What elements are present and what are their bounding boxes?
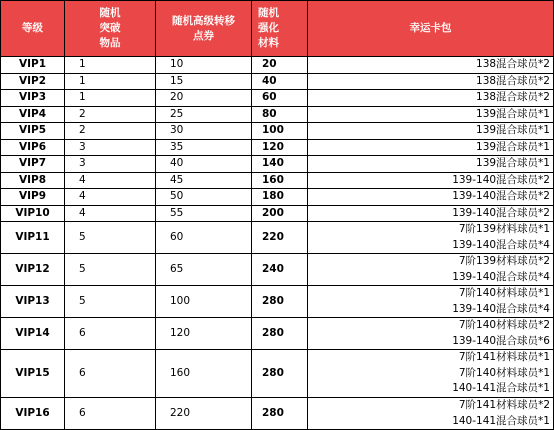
cell-material: 20 xyxy=(252,57,308,74)
cell-material: 40 xyxy=(252,73,308,90)
cell-level: VIP8 xyxy=(1,172,65,189)
cell-level: VIP3 xyxy=(1,90,65,107)
cell-breakthrough: 4 xyxy=(65,205,156,222)
cell-level: VIP2 xyxy=(1,73,65,90)
pack-line: 140-141混合球员*1 xyxy=(452,382,550,395)
cell-level: VIP6 xyxy=(1,139,65,156)
cell-pack xyxy=(308,350,554,398)
cell-material: 280 xyxy=(252,318,308,350)
table-row xyxy=(1,398,554,430)
header-coupon xyxy=(156,1,252,57)
cell-pack xyxy=(308,222,554,254)
cell-coupon: 25 xyxy=(156,106,252,123)
pack-line: 138混合球员*2 xyxy=(476,74,550,87)
cell-pack xyxy=(308,139,554,156)
table-row xyxy=(1,57,554,74)
cell-material: 120 xyxy=(252,139,308,156)
cell-pack xyxy=(308,318,554,350)
pack-line: 138混合球员*2 xyxy=(476,58,550,70)
cell-level: VIP5 xyxy=(1,123,65,140)
table-header xyxy=(1,1,554,57)
table-row xyxy=(1,318,554,350)
cell-material: 280 xyxy=(252,398,308,430)
table-row xyxy=(1,156,554,173)
pack-line: 138混合球员*2 xyxy=(476,91,550,103)
cell-breakthrough: 1 xyxy=(65,90,156,107)
header-coupon-line: 随机高级转移 xyxy=(172,14,235,27)
cell-coupon: 30 xyxy=(156,123,252,140)
cell-material: 280 xyxy=(252,350,308,398)
cell-pack xyxy=(308,123,554,140)
cell-pack xyxy=(308,57,554,74)
cell-level: VIP13 xyxy=(1,286,65,318)
pack-line: 139-140混合球员*2 xyxy=(452,173,550,186)
cell-pack xyxy=(308,156,554,173)
pack-line: 139-140混合球员*4 xyxy=(452,270,550,283)
cell-breakthrough: 1 xyxy=(65,73,156,90)
cell-level: VIP16 xyxy=(1,398,65,430)
cell-coupon: 65 xyxy=(156,254,252,286)
table-row xyxy=(1,123,554,140)
cell-breakthrough: 4 xyxy=(65,172,156,189)
table-row xyxy=(1,350,554,398)
cell-coupon: 100 xyxy=(156,286,252,318)
pack-line: 7阶139材料球员*1 xyxy=(458,223,550,235)
pack-line: 7阶141材料球员*1 xyxy=(458,351,550,364)
cell-material: 280 xyxy=(252,286,308,318)
cell-coupon: 15 xyxy=(156,73,252,90)
cell-breakthrough: 5 xyxy=(65,286,156,318)
cell-material: 80 xyxy=(252,106,308,123)
cell-coupon: 60 xyxy=(156,222,252,254)
cell-level: VIP12 xyxy=(1,254,65,286)
table-body xyxy=(1,57,554,430)
header-level: 等级 xyxy=(1,1,65,57)
cell-coupon: 55 xyxy=(156,205,252,222)
cell-breakthrough: 6 xyxy=(65,318,156,350)
header-breakthrough-line: 随机 xyxy=(99,7,121,19)
table-row xyxy=(1,189,554,206)
cell-level: VIP7 xyxy=(1,156,65,173)
cell-pack xyxy=(308,205,554,222)
pack-line: 139-140混合球员*4 xyxy=(452,238,550,251)
pack-line: 7阶139材料球员*2 xyxy=(458,255,550,267)
table-row xyxy=(1,172,554,189)
pack-line: 139混合球员*1 xyxy=(476,124,550,136)
table-row xyxy=(1,286,554,318)
cell-breakthrough: 2 xyxy=(65,123,156,140)
header-material-line: 随机 xyxy=(258,7,279,19)
cell-breakthrough: 3 xyxy=(65,156,156,173)
pack-line: 139-140混合球员*2 xyxy=(452,206,550,219)
cell-breakthrough: 6 xyxy=(65,398,156,430)
cell-pack xyxy=(308,286,554,318)
pack-line: 139-140混合球员*2 xyxy=(452,190,550,202)
table-row xyxy=(1,106,554,123)
table-row xyxy=(1,139,554,156)
pack-line: 139混合球员*1 xyxy=(476,157,550,169)
cell-breakthrough: 5 xyxy=(65,254,156,286)
cell-coupon: 120 xyxy=(156,318,252,350)
table-row xyxy=(1,73,554,90)
cell-level: VIP1 xyxy=(1,57,65,74)
cell-pack xyxy=(308,73,554,90)
header-material xyxy=(252,1,308,57)
pack-line: 139-140混合球员*6 xyxy=(452,334,550,347)
cell-coupon: 160 xyxy=(156,350,252,398)
cell-coupon: 40 xyxy=(156,156,252,173)
cell-level: VIP10 xyxy=(1,205,65,222)
cell-coupon: 220 xyxy=(156,398,252,430)
cell-coupon: 50 xyxy=(156,189,252,206)
pack-line: 139混合球员*1 xyxy=(476,107,550,120)
table-row xyxy=(1,90,554,107)
cell-coupon: 10 xyxy=(156,57,252,74)
cell-breakthrough: 6 xyxy=(65,350,156,398)
cell-breakthrough: 3 xyxy=(65,139,156,156)
cell-level: VIP15 xyxy=(1,350,65,398)
cell-material: 240 xyxy=(252,254,308,286)
cell-material: 180 xyxy=(252,189,308,206)
cell-pack xyxy=(308,398,554,430)
cell-pack xyxy=(308,106,554,123)
pack-line: 7阶140材料球员*1 xyxy=(458,287,550,299)
cell-level: VIP14 xyxy=(1,318,65,350)
pack-line: 140-141混合球员*1 xyxy=(452,414,550,427)
cell-breakthrough: 4 xyxy=(65,189,156,206)
cell-material: 220 xyxy=(252,222,308,254)
cell-pack xyxy=(308,90,554,107)
cell-material: 160 xyxy=(252,172,308,189)
header-breakthrough xyxy=(65,1,156,57)
header-row xyxy=(1,1,554,57)
header-coupon-line: 点券 xyxy=(193,29,214,42)
cell-material: 100 xyxy=(252,123,308,140)
header-breakthrough-line: 物品 xyxy=(99,37,121,49)
cell-pack xyxy=(308,189,554,206)
cell-material: 200 xyxy=(252,205,308,222)
cell-coupon: 35 xyxy=(156,139,252,156)
header-pack: 幸运卡包 xyxy=(308,1,554,57)
cell-coupon: 20 xyxy=(156,90,252,107)
table-row xyxy=(1,222,554,254)
cell-level: VIP9 xyxy=(1,189,65,206)
pack-line: 7阶140材料球员*2 xyxy=(458,319,550,331)
cell-level: VIP4 xyxy=(1,106,65,123)
cell-breakthrough: 5 xyxy=(65,222,156,254)
cell-material: 60 xyxy=(252,90,308,107)
cell-pack xyxy=(308,172,554,189)
cell-coupon: 45 xyxy=(156,172,252,189)
cell-pack xyxy=(308,254,554,286)
cell-breakthrough: 1 xyxy=(65,57,156,74)
cell-material: 140 xyxy=(252,156,308,173)
table-row xyxy=(1,254,554,286)
header-material-line: 材料 xyxy=(258,37,279,49)
pack-line: 139-140混合球员*4 xyxy=(452,302,550,315)
table-row xyxy=(1,205,554,222)
pack-line: 7阶141材料球员*2 xyxy=(458,399,550,411)
header-material-line: 强化 xyxy=(258,22,279,34)
pack-line: 139混合球员*1 xyxy=(476,140,550,153)
pack-line: 7阶140材料球员*1 xyxy=(458,366,550,379)
header-breakthrough-line: 突破 xyxy=(99,22,121,34)
cell-breakthrough: 2 xyxy=(65,106,156,123)
cell-level: VIP11 xyxy=(1,222,65,254)
